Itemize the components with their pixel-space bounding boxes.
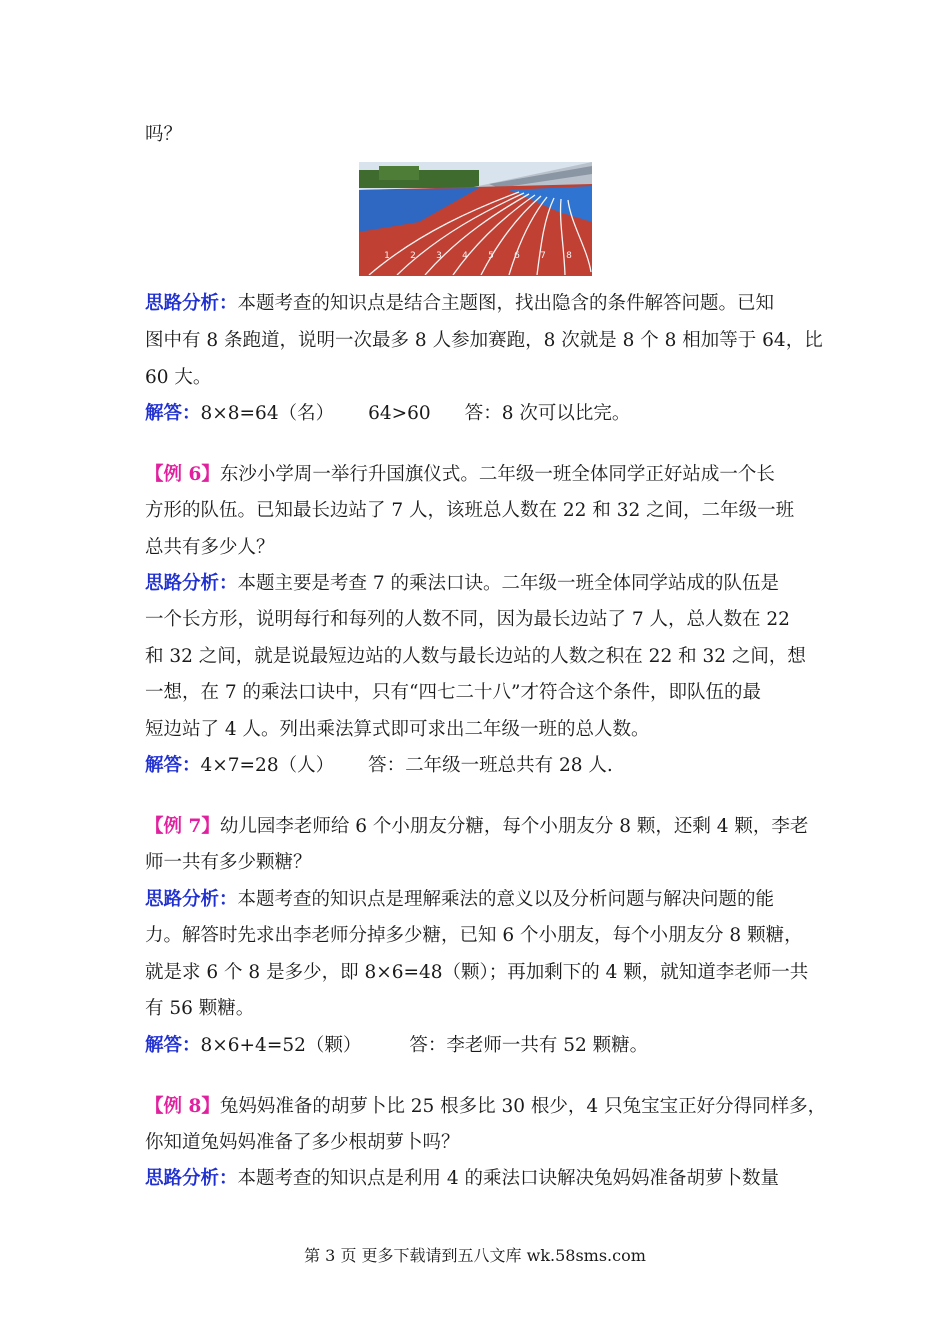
running-track-photo [359,162,592,276]
ex7-analysis-line: 就是求 6 个 8 是多少，即 8×6=48（颗）；再加剩下的 4 颗，就知道李老师一共 [145,962,809,983]
ex5-analysis-line: 思路分析：本题考查的知识点是结合主题图，找出隐含的条件解答问题。已知 [145,293,775,314]
answer-label: 解答： [145,403,201,424]
ex7-analysis-line: 思路分析：本题考查的知识点是理解乘法的意义以及分析问题与解决问题的能 [145,889,775,910]
ex7-analysis-line: 有 56 颗糖。 [145,998,255,1019]
track-illustration [359,162,592,275]
ex5-analysis-line: 60 大。 [145,367,212,388]
ex6-question-line: 【例 6】东沙小学周一举行升国旗仪式。二年级一班全体同学正好站成一个长 [145,464,775,485]
example-tag: 【例 7】 [145,816,220,837]
lane-number: 1 [384,251,390,261]
ex5-analysis-line: 图中有 8 条跑道，说明一次最多 8 人参加赛跑，8 次就是 8 个 8 相加等于 64，比 [145,330,823,351]
analysis-label: 思路分析： [145,889,238,910]
ex6-analysis-line: 和 32 之间，就是说最短边站的人数与最长边站的人数之积在 22 和 32 之间，想 [145,646,806,667]
ex7-answer-line: 解答：8×6+4=52（颗） 答：李老师一共有 52 颗糖。 [145,1035,649,1056]
ex8-question-line: 你知道兔妈妈准备了多少根胡萝卜吗？ [145,1132,460,1153]
ex6-question-line: 总共有多少人？ [145,537,275,558]
ex7-question-line: 【例 7】幼儿园李老师给 6 个小朋友分糖，每个小朋友分 8 颗，还剩 4 颗，李老 [145,816,809,837]
lane-number: 8 [566,251,572,261]
lane-number: 3 [436,251,442,261]
analysis-label: 思路分析： [145,1168,238,1189]
lane-number: 4 [462,251,468,261]
ex6-analysis-line: 短边站了 4 人。列出乘法算式即可求出二年级一班的总人数。 [145,719,650,740]
lane-number: 2 [410,251,416,261]
lane-number: 6 [514,251,520,261]
ex6-question-line: 方形的队伍。已知最长边站了 7 人，该班总人数在 22 和 32 之间，二年级一班 [145,500,795,521]
ex6-answer-line: 解答：4×7=28（人） 答：二年级一班总共有 28 人. [145,755,613,776]
analysis-label: 思路分析： [145,293,238,314]
ex7-analysis-line: 力。解答时先求出李老师分掉多少糖，已知 6 个小朋友，每个小朋友分 8 颗糖， [145,925,803,946]
ex5-answer-line: 解答：8×8=64（名） 64>60 答：8 次可以比完。 [145,403,631,424]
ex8-question-line: 【例 8】兔妈妈准备的胡萝卜比 25 根多比 30 根少，4 只兔宝宝正好分得同样多， [145,1096,827,1117]
ex6-analysis-line: 思路分析：本题主要是考查 7 的乘法口诀。二年级一班全体同学站成的队伍是 [145,573,780,594]
example-tag: 【例 8】 [145,1096,220,1117]
analysis-label: 思路分析： [145,573,238,594]
lane-number: 5 [488,251,494,261]
ex8-analysis-line: 思路分析：本题考查的知识点是利用 4 的乘法口诀解决兔妈妈准备胡萝卜数量 [145,1168,780,1189]
ex6-analysis-line: 一想，在 7 的乘法口诀中，只有“四七二十八”才符合这个条件，即队伍的最 [145,682,761,703]
ex7-question-line: 师一共有多少颗糖？ [145,852,312,873]
ex6-analysis-line: 一个长方形，说明每行和每列的人数不同，因为最长边站了 7 人，总人数在 22 [145,609,790,630]
example-tag: 【例 6】 [145,464,220,485]
page-footer: 第 3 页 更多下载请到五八文库 wk.58sms.com [304,1246,646,1265]
answer-label: 解答： [145,1035,201,1056]
answer-label: 解答： [145,755,201,776]
lane-number: 7 [540,251,546,261]
continued-question-text: 吗？ [145,124,183,145]
